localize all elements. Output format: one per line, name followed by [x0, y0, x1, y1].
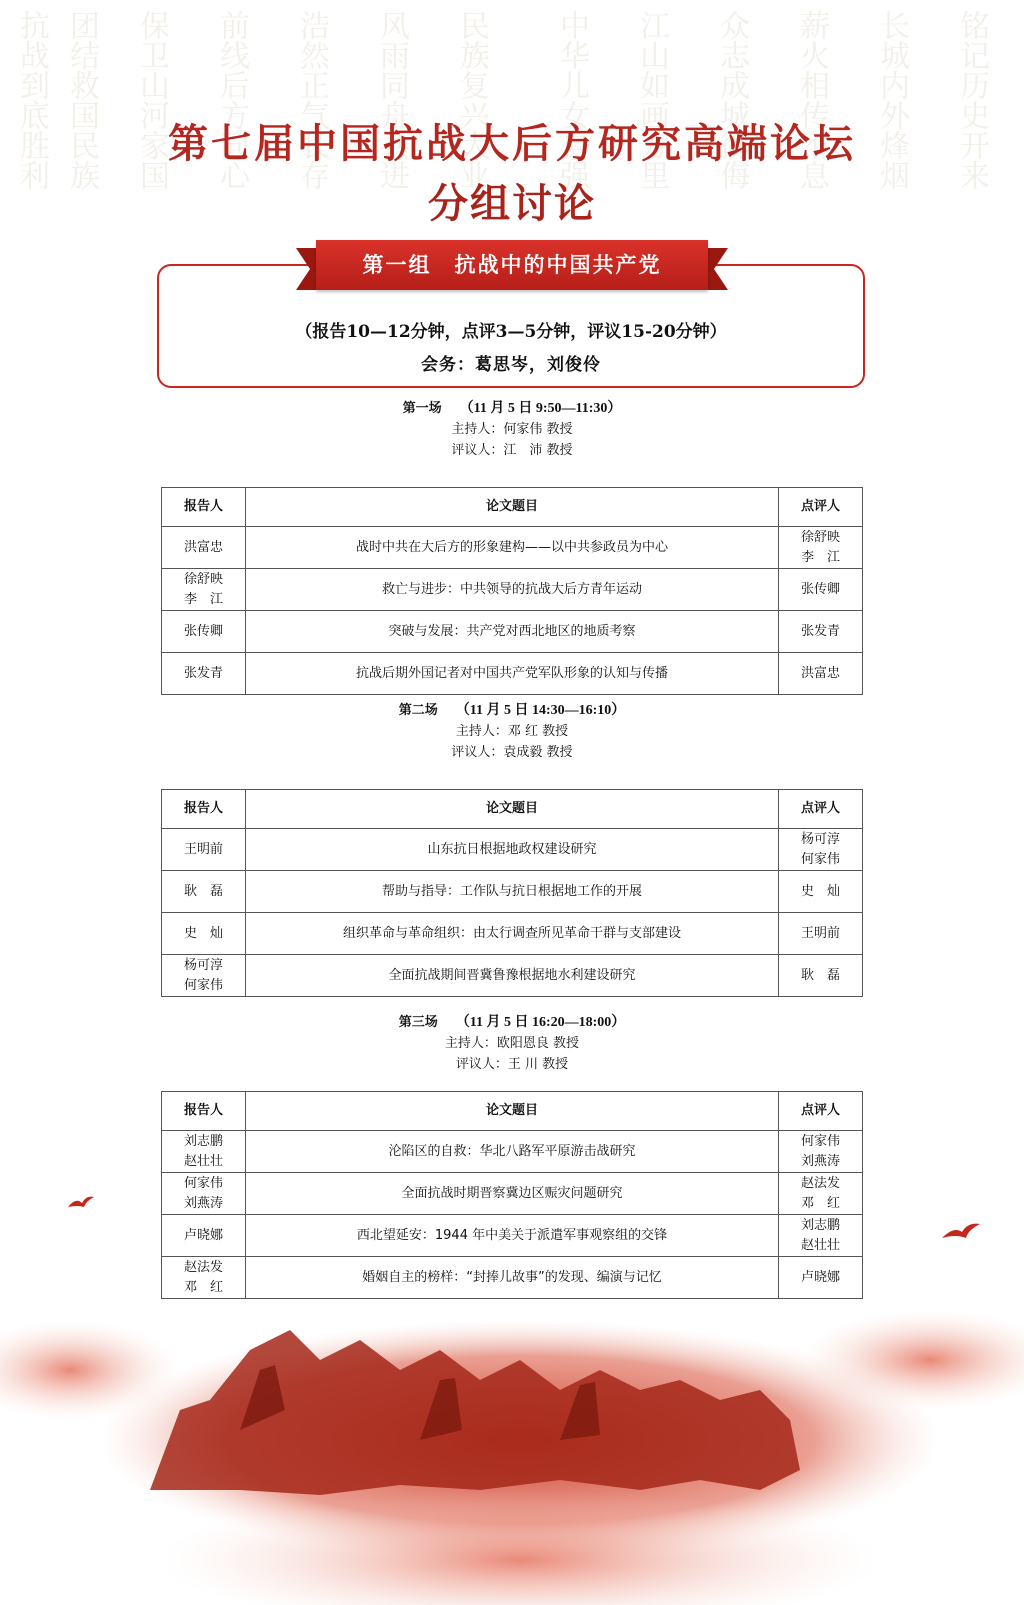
table-row	[162, 955, 863, 997]
calligraphy-background: 抗战到底胜利 团结救国民族 保卫山河家国 前线后方同心 浩然正气长存 风雨同舟共进 民族复兴大业 中华儿女自强 江山如画万里 众志成城御侮 薪火相传不息 长城内外烽烟 铭记历史开来	[14, 10, 989, 190]
footer-ink-art	[0, 1290, 1024, 1605]
session-1-header	[0, 398, 1024, 461]
person-name: 邓 红	[183, 1279, 223, 1295]
table-header-row	[162, 1092, 863, 1131]
reviewer-cell	[779, 1131, 863, 1173]
session-commentator: 评议人：王 川 教授	[455, 1057, 569, 1072]
header-reviewer: 点评人	[779, 1092, 863, 1131]
header-reviewer: 点评人	[779, 790, 863, 829]
ink-cloud	[100, 1320, 940, 1560]
person-name: 史 灿	[183, 925, 223, 941]
red-bird-icon	[940, 1220, 982, 1244]
person-name: 杨可淳	[183, 957, 223, 973]
person-name: 杨可淳	[800, 831, 840, 847]
paper-title-cell: 抗战后期外国记者对中国共产党军队形象的认知与传播	[246, 653, 779, 695]
table-row	[162, 653, 863, 695]
person-name: 邓 红	[800, 1195, 840, 1211]
person-name: 刘燕涛	[183, 1195, 223, 1211]
person-name: 何家伟	[800, 851, 840, 867]
reviewer-cell	[779, 1215, 863, 1257]
reviewer-cell	[779, 1173, 863, 1215]
ribbon-tail-right	[708, 248, 728, 290]
session-time: （11 月 5 日 9:50—11:30）	[459, 401, 622, 416]
person-name: 洪富忠	[800, 665, 840, 681]
person-name: 史 灿	[800, 883, 840, 899]
person-name: 张发青	[183, 665, 223, 681]
person-name: 张传卿	[183, 623, 223, 639]
paper-title-cell: 战时中共在大后方的形象建构——以中共参政员为中心	[246, 527, 779, 569]
ink-cloud	[800, 1310, 1024, 1410]
person-name: 耿 磊	[183, 883, 223, 899]
session-commentator: 评议人：江 沛 教授	[451, 443, 573, 458]
table-row	[162, 611, 863, 653]
person-name: 刘志鹏	[183, 1133, 223, 1149]
page-subtitle: 分组讨论	[428, 180, 596, 227]
reviewer-cell	[779, 871, 863, 913]
ink-cloud	[160, 1490, 880, 1605]
session-2-table	[161, 789, 863, 997]
person-name: 李 江	[183, 591, 223, 607]
paper-title-cell: 沦陷区的自救：华北八路军平原游击战研究	[246, 1131, 779, 1173]
person-name: 卢晓娜	[183, 1227, 223, 1243]
header-title: 论文题目	[246, 790, 779, 829]
reviewer-cell	[779, 527, 863, 569]
sculpture-silhouette	[150, 1330, 800, 1495]
session-time: （11 月 5 日 14:30—16:10）	[455, 703, 626, 718]
session-rows	[162, 527, 863, 695]
reporter-cell	[162, 611, 246, 653]
table-row	[162, 1131, 863, 1173]
header-reviewer: 点评人	[779, 488, 863, 527]
paper-title-cell: 全面抗战期间晋冀鲁豫根据地水利建设研究	[246, 955, 779, 997]
person-name: 何家伟	[800, 1133, 840, 1149]
person-name: 何家伟	[183, 1175, 223, 1191]
table-header-row	[162, 488, 863, 527]
reporter-cell	[162, 871, 246, 913]
header-reporter: 报告人	[162, 488, 246, 527]
red-bird-icon	[66, 1193, 96, 1213]
person-name: 张发青	[800, 623, 840, 639]
page-title: 第七届中国抗战大后方研究高端论坛	[168, 120, 856, 167]
table-row	[162, 913, 863, 955]
table-row	[162, 527, 863, 569]
header-title: 论文题目	[246, 488, 779, 527]
person-name: 洪富忠	[183, 539, 223, 555]
table-row	[162, 829, 863, 871]
paper-title-cell: 帮助与指导：工作队与抗日根据地工作的开展	[246, 871, 779, 913]
session-name: 第三场	[398, 1015, 438, 1030]
session-name: 第二场	[398, 703, 438, 718]
person-name: 李 江	[800, 549, 840, 565]
person-name: 赵法发	[183, 1259, 223, 1275]
reporter-cell	[162, 653, 246, 695]
person-name: 卢晓娜	[800, 1269, 840, 1285]
reporter-cell	[162, 527, 246, 569]
reporter-cell	[162, 1215, 246, 1257]
person-name: 张传卿	[800, 581, 840, 597]
header-title: 论文题目	[246, 1092, 779, 1131]
reviewer-cell	[779, 569, 863, 611]
reporter-cell	[162, 1257, 246, 1299]
reviewer-cell	[779, 1257, 863, 1299]
session-1-table	[161, 487, 863, 695]
session-3-header	[0, 1012, 1024, 1075]
table-row	[162, 569, 863, 611]
table-row	[162, 1215, 863, 1257]
reporter-cell	[162, 1131, 246, 1173]
paper-title-cell: 山东抗日根据地政权建设研究	[246, 829, 779, 871]
paper-title-cell: 救亡与进步：中共领导的抗战大后方青年运动	[246, 569, 779, 611]
person-name: 徐舒映	[800, 529, 840, 545]
reviewer-cell	[779, 913, 863, 955]
time-rules: （报告10—12分钟，点评3—5分钟，评议15-20分钟）	[295, 322, 727, 342]
reporter-cell	[162, 1173, 246, 1215]
person-name: 赵壮壮	[183, 1153, 223, 1169]
group-label: 第一组 抗战中的中国共产党	[362, 252, 662, 277]
header-reporter: 报告人	[162, 1092, 246, 1131]
session-name: 第一场	[402, 401, 442, 416]
table-header-row	[162, 790, 863, 829]
person-name: 耿 磊	[800, 967, 840, 983]
reporter-cell	[162, 955, 246, 997]
paper-title-cell: 西北望延安：1944 年中美关于派遣军事观察组的交锋	[246, 1215, 779, 1257]
person-name: 王明前	[183, 841, 223, 857]
reporter-cell	[162, 829, 246, 871]
person-name: 刘志鹏	[800, 1217, 840, 1233]
session-host: 主持人：邓 红 教授	[455, 724, 569, 739]
reviewer-cell	[779, 653, 863, 695]
header-reporter: 报告人	[162, 790, 246, 829]
person-name: 何家伟	[183, 977, 223, 993]
paper-title-cell: 全面抗战时期晋察冀边区赈灾问题研究	[246, 1173, 779, 1215]
reviewer-cell	[779, 611, 863, 653]
paper-title-cell: 突破与发展：共产党对西北地区的地质考察	[246, 611, 779, 653]
group-ribbon	[296, 240, 728, 290]
person-name: 赵壮壮	[800, 1237, 840, 1253]
session-host: 主持人：欧阳恩良 教授	[444, 1036, 580, 1051]
person-name: 徐舒映	[183, 571, 223, 587]
session-rows	[162, 1131, 863, 1299]
session-3-table	[161, 1091, 863, 1299]
paper-title-cell: 婚姻自主的榜样：“封捧儿故事”的发现、编演与记忆	[246, 1257, 779, 1299]
ink-cloud	[0, 1320, 180, 1420]
table-row	[162, 871, 863, 913]
reporter-cell	[162, 569, 246, 611]
person-name: 赵法发	[800, 1175, 840, 1191]
reviewer-cell	[779, 955, 863, 997]
reporter-cell	[162, 913, 246, 955]
session-commentator: 评议人：袁成毅 教授	[451, 745, 573, 760]
ribbon-tail-left	[296, 248, 316, 290]
person-name: 刘燕涛	[800, 1153, 840, 1169]
session-2-header	[0, 700, 1024, 763]
reviewer-cell	[779, 829, 863, 871]
person-name: 王明前	[800, 925, 840, 941]
table-row	[162, 1173, 863, 1215]
session-rows	[162, 829, 863, 997]
table-row	[162, 1257, 863, 1299]
session-host: 主持人：何家伟 教授	[451, 422, 573, 437]
conference-staff: 会务：葛思岑，刘俊伶	[421, 355, 601, 375]
paper-title-cell: 组织革命与革命组织：由太行调查所见革命干群与支部建设	[246, 913, 779, 955]
session-time: （11 月 5 日 16:20—18:00）	[455, 1015, 626, 1030]
sculpture-figures	[240, 1365, 600, 1440]
